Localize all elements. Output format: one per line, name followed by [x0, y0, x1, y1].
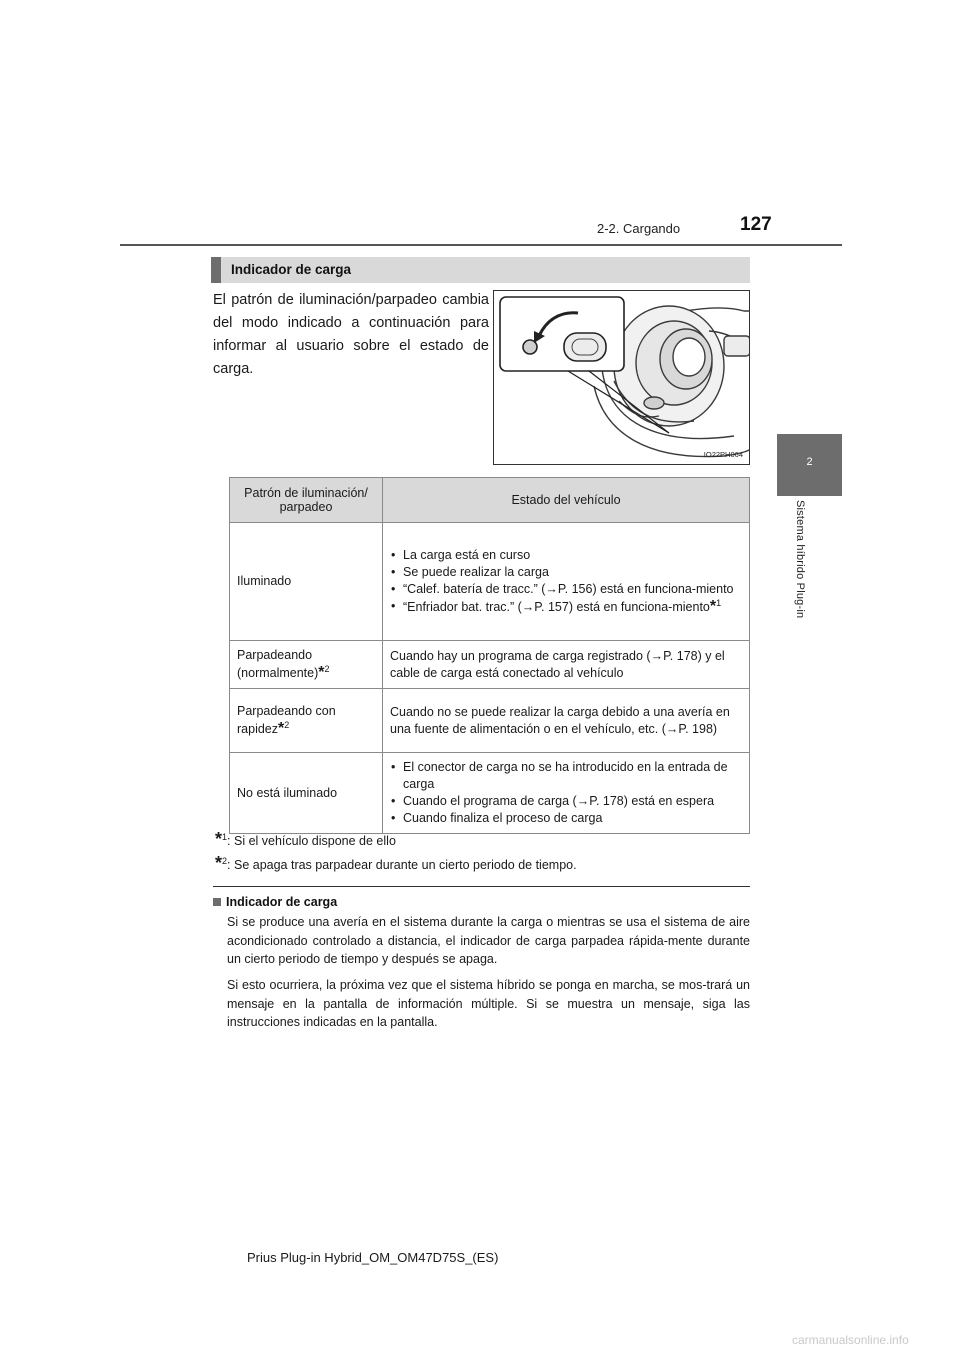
list-item: • Cuando finaliza el proceso de carga	[390, 810, 742, 827]
pattern-cell: Iluminado	[230, 523, 383, 641]
list-item: • “Enfriador bat. trac.” (→P. 157) está en funciona-miento*$^1$	[390, 598, 742, 616]
page-number: 127	[740, 214, 772, 235]
table-row	[230, 689, 750, 753]
section-divider	[213, 886, 750, 887]
status-cell	[383, 753, 750, 834]
status-cell: Cuando hay un programa de carga registrado (→P. 178) y el cable de carga está conectado al vehículo	[383, 641, 750, 689]
charge-port-illustration	[493, 290, 750, 465]
list-item: • Cuando el programa de carga (→P. 178) está en espera	[390, 793, 742, 810]
table-header-status: Estado del vehículo	[383, 478, 750, 523]
status-cell	[383, 523, 750, 641]
table-header-pattern: Patrón de iluminación/ parpadeo	[230, 478, 383, 523]
table-row	[230, 523, 750, 641]
footnote-star: *	[278, 720, 285, 737]
watermark: carmanualsonline.info	[792, 1333, 909, 1347]
footnote-ref: 2	[284, 719, 290, 730]
header-section-title: 2-2. Cargando	[597, 221, 681, 236]
chapter-tab	[777, 434, 842, 496]
section-header	[211, 257, 750, 283]
chapter-title: Sistema híbrido Plug-in	[794, 500, 806, 619]
footnote-text: : Se apaga tras parpadear durante un cierto periodo de tiempo.	[227, 858, 577, 872]
pattern-cell: Parpadeando con rapidez*$^2$	[230, 689, 383, 753]
intro-paragraph: El patrón de iluminación/parpadeo cambia del modo indicado a continuación para informar al usuario sobre el estado de carga.	[213, 292, 489, 377]
section-title: Indicador de carga	[231, 262, 352, 277]
pattern-cell: Parpadeando (normalmente)*$^2$	[230, 641, 383, 689]
subsection-paragraph-2: Si esto ocurriera, la próxima vez que el sistema híbrido se ponga en marcha, se mos-trará un mensaje en la pantalla de información múltiple. Si se muestra un mensaje, siga las instrucciones indicadas en la pantalla.	[227, 978, 750, 1030]
list-item: • Se puede realizar la carga	[390, 564, 742, 581]
list-item: • “Calef. batería de tracc.” (→P. 156) está en funciona-miento	[390, 581, 742, 598]
subsection-title: Indicador de carga	[213, 895, 337, 909]
footnote-ref: 1	[716, 597, 722, 608]
pattern-cell: No está iluminado	[230, 753, 383, 834]
footnote-star: *	[318, 664, 325, 681]
footnote-star: *	[709, 598, 717, 615]
footnote-1: *$^1$: Si el vehículo dispone de ello	[215, 829, 396, 849]
header-divider	[120, 244, 842, 246]
list-item: • La carga está en curso	[390, 547, 742, 564]
footnote-2: *$^2$: Se apaga tras parpadear durante un cierto periodo de tiempo.	[215, 853, 577, 873]
status-list	[390, 547, 742, 616]
chapter-number: 2	[806, 456, 813, 468]
table-row	[230, 641, 750, 689]
square-bullet-icon	[213, 898, 221, 906]
figure-code: IO22PH064	[703, 450, 743, 459]
footnote-mark: 1	[222, 831, 228, 842]
table-row	[230, 753, 750, 834]
table-header-row	[230, 478, 750, 523]
footnote-text: : Si el vehículo dispone de ello	[227, 834, 396, 848]
charge-port-drawing	[494, 291, 750, 465]
footnote-ref: 2	[324, 663, 330, 674]
status-cell: Cuando no se puede realizar la carga debido a una avería en una fuente de alimentación o en el vehículo, etc. (→P. 198)	[383, 689, 750, 753]
footnote-mark: 2	[222, 855, 228, 866]
status-list	[390, 759, 742, 827]
charge-indicator-table	[229, 477, 750, 834]
list-item: • El conector de carga no se ha introducido en la entrada de carga	[390, 759, 742, 793]
manual-title-footer: Prius Plug-in Hybrid_OM_OM47D75S_(ES)	[247, 1250, 499, 1265]
subsection-paragraph-1: Si se produce una avería en el sistema durante la carga o mientras se usa el sistema de aire acondicionado controlado a distancia, el indicador de carga parpadea rápida-mente durante un cierto periodo de tiempo y después se apaga.	[227, 915, 750, 967]
